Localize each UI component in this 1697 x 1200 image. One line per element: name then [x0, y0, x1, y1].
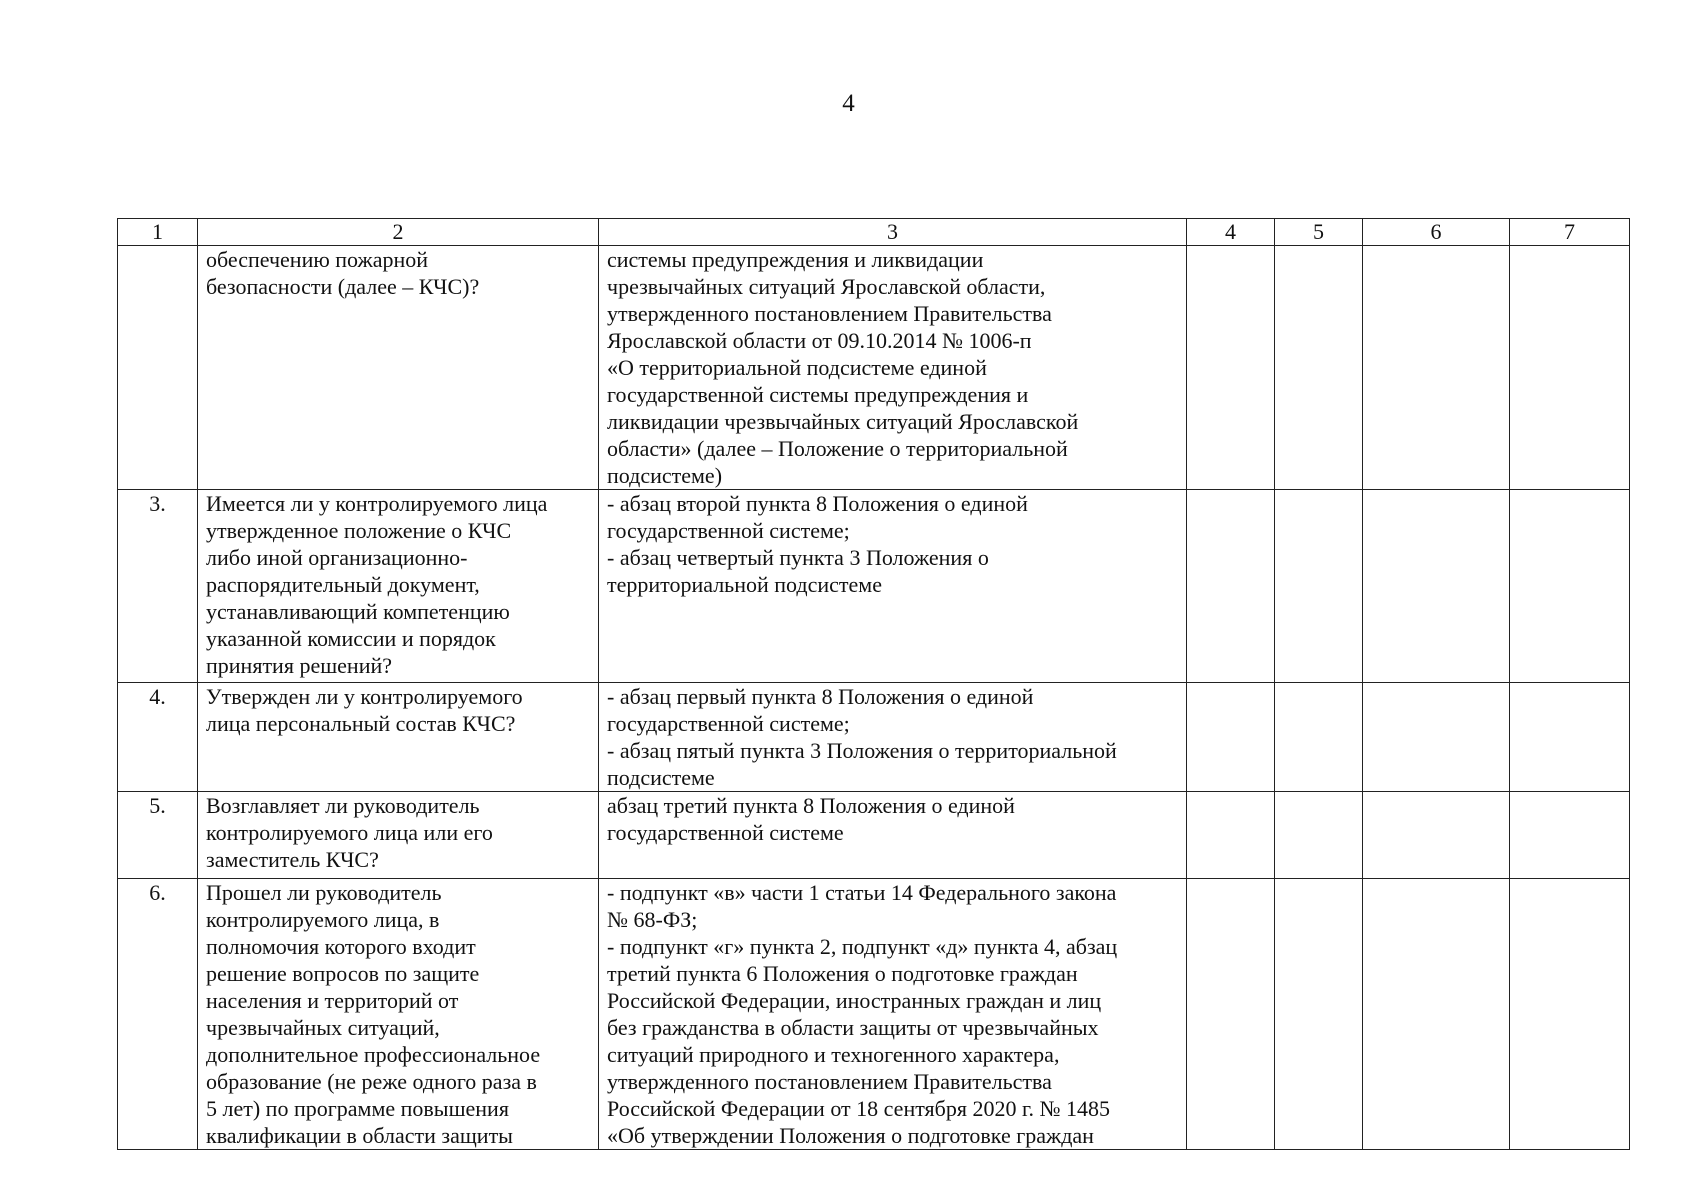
table-row	[118, 490, 1630, 683]
reference-cell: абзац третий пункта 8 Положения о единой государственной системе	[599, 792, 1187, 879]
empty-cell	[1275, 246, 1363, 490]
empty-cell	[1510, 490, 1630, 683]
empty-cell	[1510, 246, 1630, 490]
table-header-row	[118, 219, 1630, 246]
question-cell: Имеется ли у контролируемого лица утвержденное положение о КЧС либо иной организационно- распорядительный документ, устанавливающий компетенцию указанной комиссии и порядок принятия решений?	[198, 490, 599, 683]
question-cell: Прошел ли руководитель контролируемого лица, в полномочия которого входит решение вопросов по защите населения и территорий от чрезвычайных ситуаций, дополнительное профессиональное образование (не реже одного раза в 5 лет) по программе повышения квалификации в области защиты	[198, 879, 599, 1150]
column-header: 4	[1187, 219, 1275, 246]
reference-cell: - абзац второй пункта 8 Положения о единой государственной системе; - абзац четвертый пункта 3 Положения о территориальной подсистеме	[599, 490, 1187, 683]
empty-cell	[1275, 490, 1363, 683]
empty-cell	[1187, 246, 1275, 490]
column-header: 1	[118, 219, 198, 246]
empty-cell	[1510, 792, 1630, 879]
row-number: 5.	[118, 792, 198, 879]
empty-cell	[1187, 792, 1275, 879]
checklist-table	[117, 218, 1630, 1150]
empty-cell	[1275, 879, 1363, 1150]
row-number	[118, 246, 198, 490]
question-cell: Возглавляет ли руководитель контролируемого лица или его заместитель КЧС?	[198, 792, 599, 879]
empty-cell	[1363, 683, 1510, 792]
empty-cell	[1510, 879, 1630, 1150]
row-number: 3.	[118, 490, 198, 683]
empty-cell	[1510, 683, 1630, 792]
empty-cell	[1187, 490, 1275, 683]
table-row	[118, 879, 1630, 1150]
row-number: 4.	[118, 683, 198, 792]
table-row	[118, 792, 1630, 879]
reference-cell: системы предупреждения и ликвидации чрезвычайных ситуаций Ярославской области, утвержденного постановлением Правительства Ярославской области от 09.10.2014 № 1006-п «О территориальной подсистеме единой государственной системы предупреждения и ликвидации чрезвычайных ситуаций Ярославской области» (далее – Положение о территориальной подсистеме)	[599, 246, 1187, 490]
question-cell: обеспечению пожарной безопасности (далее – КЧС)?	[198, 246, 599, 490]
column-header: 7	[1510, 219, 1630, 246]
empty-cell	[1363, 246, 1510, 490]
row-number: 6.	[118, 879, 198, 1150]
column-header: 6	[1363, 219, 1510, 246]
column-header: 5	[1275, 219, 1363, 246]
table-row	[118, 246, 1630, 490]
empty-cell	[1187, 683, 1275, 792]
empty-cell	[1363, 490, 1510, 683]
empty-cell	[1275, 683, 1363, 792]
empty-cell	[1187, 879, 1275, 1150]
page-number: 4	[842, 90, 855, 117]
reference-cell: - подпункт «в» части 1 статьи 14 Федерального закона № 68-ФЗ; - подпункт «г» пункта 2, подпункт «д» пункта 4, абзац третий пункта 6 Положения о подготовке граждан Российской Федерации, иностранных граждан и лиц без гражданства в области защиты от чрезвычайных ситуаций природного и техногенного характера, утвержденного постановлением Правительства Российской Федерации от 18 сентября 2020 г. № 1485 «Об утверждении Положения о подготовке граждан	[599, 879, 1187, 1150]
table-row	[118, 683, 1630, 792]
empty-cell	[1363, 792, 1510, 879]
empty-cell	[1363, 879, 1510, 1150]
empty-cell	[1275, 792, 1363, 879]
column-header: 3	[599, 219, 1187, 246]
question-cell: Утвержден ли у контролируемого лица персональный состав КЧС?	[198, 683, 599, 792]
column-header: 2	[198, 219, 599, 246]
reference-cell: - абзац первый пункта 8 Положения о единой государственной системе; - абзац пятый пункта 3 Положения о территориальной подсистеме	[599, 683, 1187, 792]
